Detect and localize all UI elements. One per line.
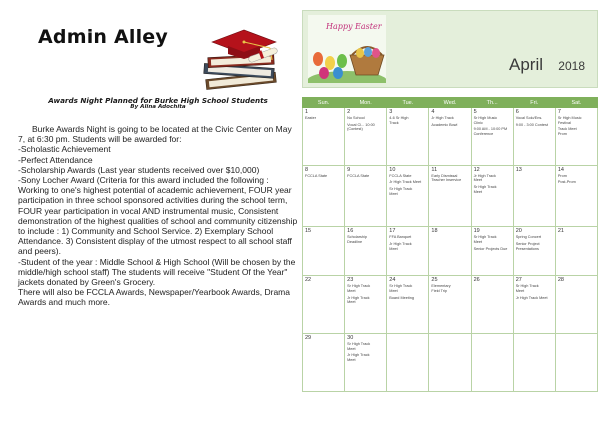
article-body	[18, 124, 300, 308]
calendar-day-cell	[387, 108, 429, 166]
calendar-event: Meet	[389, 289, 398, 293]
calendar-day-cell	[471, 227, 513, 276]
day-number: 26	[473, 277, 480, 284]
day-number: 8	[305, 166, 309, 173]
graduation-books-icon	[200, 22, 284, 94]
calendar-event: Jr High Track	[347, 353, 370, 358]
article-byline: By Alina Adochita	[130, 104, 186, 110]
calendar-event: 9:00 - 3:00 Contest	[515, 122, 548, 127]
calendar-day-cell	[387, 165, 429, 227]
day-number: 16	[347, 228, 354, 235]
calendar-day-cell	[303, 334, 345, 392]
calendar-event: Easter	[305, 116, 316, 120]
weekday-header: Th...	[471, 98, 513, 108]
day-number: 9	[347, 166, 351, 173]
calendar-event: Sr High Track	[515, 284, 539, 289]
day-number: 30	[347, 335, 354, 342]
calendar-day-cell	[345, 276, 387, 334]
day-number: 28	[557, 277, 564, 284]
article-paragraph: Burke Awards Night is going to be located at the Civic Center on May 7, at 6:30 pm. Students will be awarded for:	[18, 124, 292, 145]
calendar-event: Field Trip	[431, 289, 448, 293]
calendar-event: FCCLA State	[347, 173, 370, 178]
calendar-event: Meet	[347, 357, 356, 362]
calendar-empty-cell	[387, 334, 429, 392]
calendar-event: Post-Prom	[557, 180, 576, 185]
calendar-event: Prom	[557, 173, 567, 178]
calendar-event: Track Meet	[557, 127, 577, 132]
calendar-week-row	[303, 334, 598, 392]
calendar-day-cell	[429, 108, 471, 166]
day-number: 4	[431, 109, 435, 115]
calendar-day-cell	[303, 276, 345, 334]
day-number	[389, 335, 426, 342]
easter-eggs-icon	[308, 15, 386, 83]
calendar-event: Sr High Music	[557, 116, 582, 120]
day-number: 6	[515, 109, 519, 115]
day-number: 18	[431, 228, 438, 235]
weekday-header: Tue.	[387, 98, 429, 108]
calendar-event: FFA Banquet	[389, 235, 412, 240]
calendar-event: Meet	[347, 300, 356, 305]
calendar-event: Meet	[389, 246, 398, 251]
calendar-day-cell	[387, 276, 429, 334]
calendar-week-row	[303, 227, 598, 276]
calendar-header	[302, 10, 598, 88]
calendar-empty-cell	[555, 334, 597, 392]
calendar-event: Early Dismissal	[431, 173, 458, 178]
calendar-empty-cell	[471, 334, 513, 392]
day-number: 11	[431, 166, 438, 173]
day-number: 5	[473, 109, 477, 115]
calendar-event: Sr High Track	[473, 184, 497, 189]
calendar-day-cell	[555, 276, 597, 334]
calendar-event: Prom	[557, 131, 567, 136]
calendar-day-cell	[555, 227, 597, 276]
calendar-event: Sr High Track	[389, 284, 413, 289]
calendar-event: Meet	[389, 191, 398, 196]
calendar-week-row	[303, 276, 598, 334]
calendar-day-cell	[303, 227, 345, 276]
day-number: 21	[557, 228, 564, 235]
day-number: 29	[305, 335, 312, 342]
calendar-event: Meet	[347, 346, 356, 351]
article-paragraph: -Scholarship Awards (Last year students received over $10,000)	[18, 164, 260, 175]
calendar-weeks	[303, 108, 598, 392]
calendar-day-cell	[345, 227, 387, 276]
calendar-event: Clinic	[473, 120, 483, 125]
calendar-event: Jr High Track	[347, 295, 370, 300]
calendar-event: Board Meeting	[389, 295, 414, 300]
calendar-day-cell	[303, 165, 345, 227]
weekday-row	[303, 98, 598, 108]
calendar-day-cell	[513, 108, 555, 166]
calendar-event: Teacher Inservice	[431, 178, 462, 183]
day-number	[558, 335, 595, 342]
calendar-week-row	[303, 108, 598, 166]
calendar-event: No School	[347, 116, 365, 120]
day-number: 2	[347, 109, 351, 115]
article-paragraph: -Perfect Attendance	[18, 154, 93, 165]
day-number: 7	[557, 109, 561, 115]
calendar-day-cell	[555, 165, 597, 227]
calendar-day-cell	[429, 165, 471, 227]
day-number: 12	[473, 166, 480, 173]
calendar-event: Deadline	[347, 239, 363, 244]
calendar-day-cell	[513, 276, 555, 334]
day-number: 20	[515, 228, 522, 235]
article-headline: Awards Night Planned for Burke High School Students	[48, 96, 268, 105]
day-number: 15	[305, 228, 312, 235]
article-paragraph: -Sony Locher Award (Criteria for this award included the following : Working to one's highest potential of academic achievement, FOUR year participation in three school sponsored activities during the school term, FOUR year participation in vocal AND instrumental music, Consistent demonstration of the highest qualities of school and community citizenship to include : 1) Community and School Service. 2) Exemplary School Attendance. 3) Consistent display of the utmost respect to all school staff and peers).	[18, 175, 298, 257]
calendar-grid	[302, 97, 598, 392]
article-paragraph: -Student of the year : Middle School & High School (Will be chosen by the middle/high school staff) The students will receive "Student Of the Year" jackets donated by Green's Grocery.	[18, 256, 296, 288]
calendar-event: Meet	[347, 289, 356, 293]
calendar-event: FCCLA State	[389, 173, 412, 178]
calendar-event: Festival	[557, 120, 571, 125]
day-number: 3	[389, 109, 393, 115]
calendar-empty-cell	[513, 334, 555, 392]
calendar-event: Sr High Track	[347, 284, 371, 289]
calendar-day-cell	[429, 227, 471, 276]
calendar-event: Jr High Track	[473, 173, 496, 178]
calendar-year: 2018	[558, 59, 585, 73]
calendar-event: Academic Bowl	[431, 122, 458, 127]
day-number: 24	[389, 277, 396, 284]
calendar-event: Vocal Cl... 10:00 (Contest)	[347, 122, 375, 132]
calendar-day-cell	[471, 108, 513, 166]
calendar-day-cell	[471, 165, 513, 227]
calendar-event: 4-6 Sr High	[389, 116, 409, 120]
day-number: 14	[557, 166, 564, 173]
calendar-event: Jr High Track	[431, 116, 454, 120]
weekday-header: Sat.	[555, 98, 597, 108]
calendar-day-cell	[345, 165, 387, 227]
day-number	[474, 335, 511, 342]
weekday-header: Sun.	[303, 98, 345, 108]
weekday-header: Mon.	[345, 98, 387, 108]
calendar-event: Meet	[473, 178, 483, 183]
calendar-day-cell	[345, 108, 387, 166]
day-number	[431, 335, 468, 342]
newsletter-masthead: Admin Alley	[38, 26, 168, 48]
calendar-event: Meet	[515, 289, 525, 293]
day-number: 22	[305, 277, 312, 284]
calendar-event: FCCLA State	[305, 173, 328, 178]
calendar-event: Vocal Solo/Ens.	[515, 116, 543, 120]
calendar-event: Sr High Track	[473, 235, 497, 240]
calendar-event: Jr High Track Meet	[389, 180, 422, 185]
calendar-event: Meet	[473, 239, 483, 244]
day-number: 27	[515, 277, 522, 284]
day-number: 10	[389, 166, 396, 173]
calendar-event: Jr High Track	[389, 241, 412, 246]
calendar-day-cell	[429, 276, 471, 334]
calendar-event: Meet	[473, 189, 483, 194]
calendar-day-cell	[471, 276, 513, 334]
calendar-event: Sr High Track	[389, 186, 413, 191]
calendar-event: Elementary	[431, 284, 451, 289]
calendar-day-cell	[513, 165, 555, 227]
calendar-event: 9:00 AM - 10:00 PM Conference	[473, 127, 508, 136]
calendar-day-cell	[303, 108, 345, 166]
article-paragraph: -Scholastic Achievement	[18, 144, 111, 155]
calendar-event: Senior Projects Due	[473, 246, 508, 251]
weekday-header: Fri.	[513, 98, 555, 108]
calendar-event: Sr High Music	[473, 116, 498, 120]
calendar-empty-cell	[429, 334, 471, 392]
day-number: 25	[431, 277, 438, 284]
calendar-event: Senior Project	[515, 241, 540, 246]
calendar-event: Jr High Track Meet	[515, 295, 548, 300]
day-number: 19	[473, 228, 480, 235]
calendar-day-cell	[345, 334, 387, 392]
day-number: 23	[347, 277, 354, 284]
weekday-header: Wed.	[429, 98, 471, 108]
calendar-week-row	[303, 165, 598, 227]
calendar-event: Presentations	[515, 246, 539, 251]
calendar-day-cell	[555, 108, 597, 166]
calendar-event: Track	[389, 120, 399, 125]
calendar-day-cell	[387, 227, 429, 276]
calendar-event: Scholarship	[347, 235, 367, 240]
day-number: 17	[389, 228, 396, 235]
calendar-event: Sr High Track	[347, 342, 371, 347]
day-number: 13	[515, 166, 522, 173]
day-number	[516, 335, 553, 342]
calendar-day-cell	[513, 227, 555, 276]
calendar-month: April	[508, 55, 543, 74]
article-paragraph: There will also be FCCLA Awards, Newspaper/Yearbook Awards, Drama Awards and much more.	[18, 287, 290, 308]
day-number: 1	[305, 109, 309, 115]
calendar-event: Spring Concert	[515, 235, 542, 240]
easter-greeting: Happy Easter	[326, 22, 382, 31]
